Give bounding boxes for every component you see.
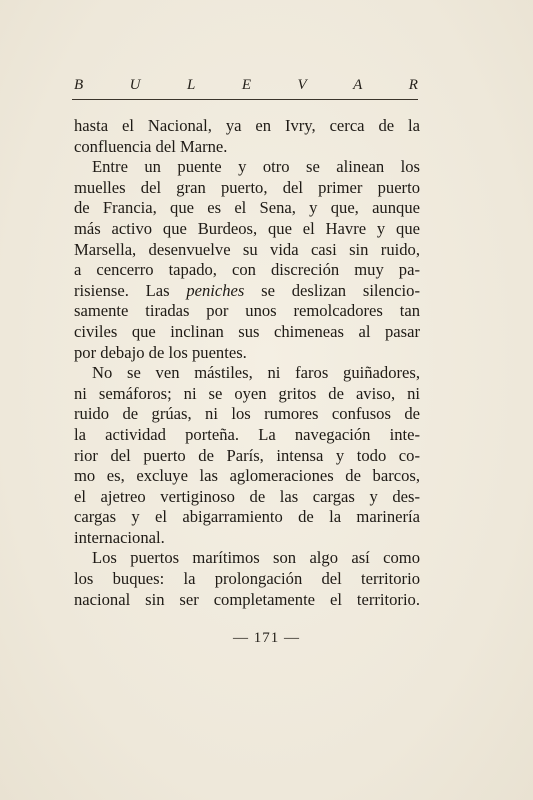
text-line: [74, 281, 420, 302]
running-head-letter: V: [297, 77, 307, 93]
running-head-letter: U: [129, 77, 141, 93]
text-line: muelles del gran puerto, del primer puerto: [74, 177, 420, 197]
page-number: — 171 —: [233, 630, 300, 646]
text-line: Marsella, desenvuelve su vida casi sin ruido,: [74, 239, 420, 259]
running-head-letter: B: [74, 77, 84, 93]
text-line: samente tiradas por unos remolcadores tan: [74, 301, 420, 321]
text-line: Entre un puente y otro se alinean los: [92, 157, 420, 177]
text-line: hasta el Nacional, ya en Ivry, cerca de la: [74, 116, 420, 135]
running-head-letter: A: [353, 77, 363, 93]
text-line: nacional sin ser completamente el territorio.: [74, 589, 420, 609]
text-line: a cencerro tapado, con discreción muy pa-: [74, 260, 420, 280]
text-line: la actividad porteña. La navegación inte-: [74, 424, 420, 444]
text-line: los buques: la prolongación del territorio: [74, 569, 420, 589]
text-fragment: se deslizan silencio-: [261, 280, 420, 300]
text-line: confluencia del Marne.: [74, 136, 228, 156]
text-line: mo es, excluye las aglomeraciones de barcos,: [74, 466, 420, 486]
text-fragment: risiense. Las: [74, 280, 170, 300]
italic-word: peniches: [186, 280, 245, 300]
header-rule: [72, 99, 418, 100]
running-head: [74, 77, 418, 97]
text-line: más activo que Burdeos, que el Havre y que: [74, 218, 420, 238]
running-head-letter: L: [186, 77, 196, 93]
text-line: por debajo de los puentes.: [74, 342, 247, 362]
running-head-letter: E: [241, 77, 251, 93]
running-head-letter: R: [408, 77, 418, 93]
text-line: No se ven mástiles, ni faros guiñadores,: [92, 363, 420, 383]
text-line: civiles que inclinan sus chimeneas al pasar: [74, 321, 420, 341]
body-text: [74, 116, 420, 610]
text-line: ni semáforos; ni se oyen gritos de aviso, ni: [74, 383, 420, 403]
text-line: el ajetreo vertiginoso de las cargas y des-: [74, 486, 420, 506]
text-line: Los puertos marítimos son algo así como: [92, 548, 420, 568]
text-line: de Francia, que es el Sena, y que, aunque: [74, 198, 420, 218]
text-line: rior del puerto de París, intensa y todo co-: [74, 445, 420, 465]
text-line: ruido de grúas, ni los rumores confusos de: [74, 404, 420, 424]
text-line: internacional.: [74, 527, 165, 547]
text-line: cargas y el abigarramiento de la marinería: [74, 507, 420, 527]
